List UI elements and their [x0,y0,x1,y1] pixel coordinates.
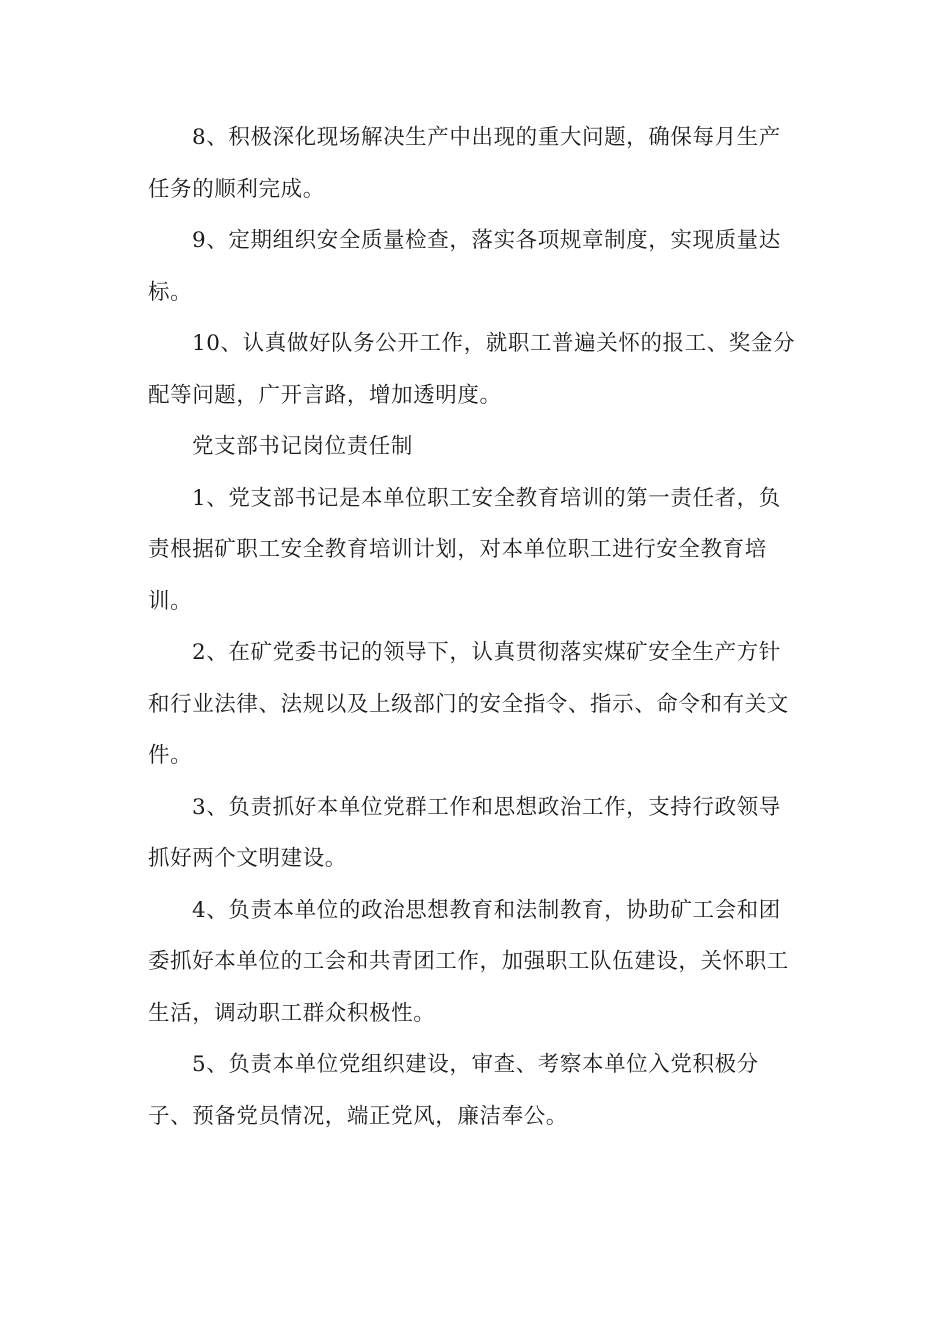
paragraph-item-3: 3、负责抓好本单位党群工作和思想政治工作，支持行政领导抓好两个文明建设。 [148,794,781,871]
paragraph-item-1: 1、党支部书记是本单位职工安全教育培训的第一责任者，负责根据矿职工安全教育培训计划，对本单位职工进行安全教育培训。 [148,485,781,614]
paragraph-item-5: 5、负责本单位党组织建设，审查、考察本单位入党积极分子、预备党员情况，端正党风，廉洁奉公。 [148,1052,759,1129]
document-body [148,112,798,1142]
paragraph-item-2: 2、在矿党委书记的领导下，认真贯彻落实煤矿安全生产方针和行业法律、法规以及上级部门的安全指令、指示、命令和有关文件。 [148,640,789,768]
paragraph-item-8: 8、积极深化现场解决生产中出现的重大问题，确保每月生产任务的顺利完成。 [148,125,781,202]
paragraph-item-10: 10、认真做好队务公开工作，就职工普遍关怀的报工、奖金分配等问题，广开言路，增加透明度。 [148,331,796,408]
paragraph-item-4: 4、负责本单位的政治思想教育和法制教育，协助矿工会和团委抓好本单位的工会和共青团工作，加强职工队伍建设，关怀职工生活，调动职工群众积极性。 [148,897,789,1026]
paragraph-item-9: 9、定期组织安全质量检查，落实各项规章制度，实现质量达标。 [148,228,781,305]
section-heading: 党支部书记岗位责任制 [192,434,414,459]
